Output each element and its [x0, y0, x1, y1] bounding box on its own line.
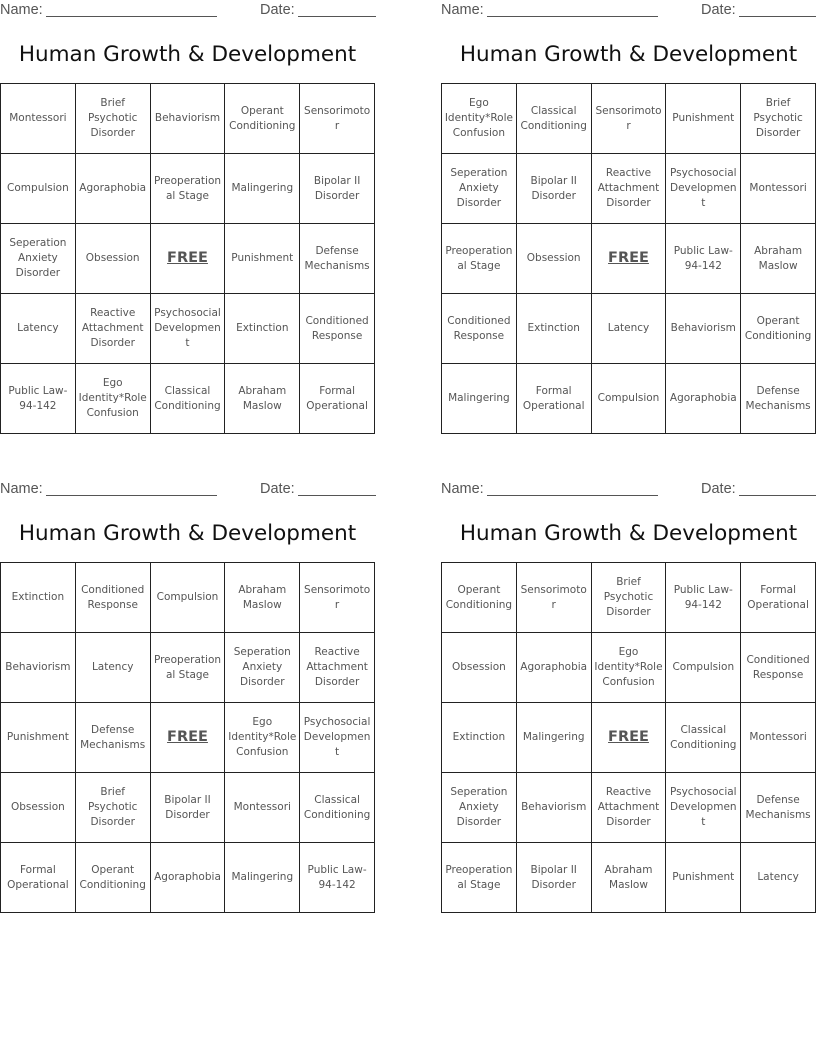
- bingo-cell: Seperation Anxiety Disorder: [225, 633, 300, 703]
- bingo-cell: Behaviorism: [151, 84, 226, 154]
- bingo-cell: Formal Operational: [1, 843, 76, 913]
- bingo-cell: Montessori: [741, 154, 816, 224]
- bingo-grid: [441, 83, 816, 434]
- bingo-cell: Compulsion: [592, 364, 667, 434]
- bingo-cell: Extinction: [517, 294, 592, 364]
- name-date-line: [441, 0, 816, 22]
- date-underline: [298, 495, 376, 496]
- bingo-cell: Classical Conditioning: [151, 364, 226, 434]
- bingo-cell: Malingering: [225, 154, 300, 224]
- bingo-cell: Conditioned Response: [442, 294, 517, 364]
- bingo-cell: Abraham Maslow: [225, 364, 300, 434]
- bingo-cell: Extinction: [225, 294, 300, 364]
- bingo-cell: Bipolar II Disorder: [517, 843, 592, 913]
- bingo-cell: Reactive Attachment Disorder: [592, 773, 667, 843]
- name-underline: [46, 495, 217, 496]
- card-title: Human Growth & Development: [18, 42, 357, 67]
- bingo-cell: Classical Conditioning: [300, 773, 375, 843]
- bingo-cell: Brief Psychotic Disorder: [741, 84, 816, 154]
- bingo-cell: Seperation Anxiety Disorder: [442, 154, 517, 224]
- bingo-cell: Abraham Maslow: [741, 224, 816, 294]
- bingo-cell: Ego Identity*Role Confusion: [592, 633, 667, 703]
- bingo-cell: Montessori: [225, 773, 300, 843]
- bingo-grid: [441, 562, 816, 913]
- bingo-card-1: [0, 0, 375, 434]
- bingo-cell: Defense Mechanisms: [300, 224, 375, 294]
- bingo-cell: Latency: [76, 633, 151, 703]
- bingo-cell: Sensorimotor: [300, 563, 375, 633]
- bingo-cell: Formal Operational: [741, 563, 816, 633]
- bingo-cell: Public Law-94-142: [300, 843, 375, 913]
- name-date-line: [0, 0, 376, 22]
- bingo-cell: Obsession: [1, 773, 76, 843]
- date-underline: [298, 16, 376, 17]
- bingo-cell: Defense Mechanisms: [741, 773, 816, 843]
- bingo-cell: Ego Identity*Role Confusion: [442, 84, 517, 154]
- bingo-cell: Classical Conditioning: [666, 703, 741, 773]
- free-space: FREE: [592, 224, 667, 294]
- bingo-card-4: [441, 479, 816, 913]
- date-label: Date:: [701, 2, 736, 18]
- bingo-cell: Public Law-94-142: [666, 563, 741, 633]
- bingo-cell: Montessori: [741, 703, 816, 773]
- bingo-cell: Obsession: [76, 224, 151, 294]
- name-label: Name:: [441, 481, 484, 497]
- bingo-cell: Obsession: [442, 633, 517, 703]
- bingo-cell: Reactive Attachment Disorder: [300, 633, 375, 703]
- bingo-cell: Montessori: [1, 84, 76, 154]
- name-label: Name:: [441, 2, 484, 18]
- bingo-cell: Operant Conditioning: [225, 84, 300, 154]
- bingo-cell: Punishment: [225, 224, 300, 294]
- bingo-cell: Behaviorism: [666, 294, 741, 364]
- bingo-cell: Bipolar II Disorder: [151, 773, 226, 843]
- bingo-cell: Agoraphobia: [517, 633, 592, 703]
- bingo-cell: Agoraphobia: [151, 843, 226, 913]
- bingo-cell: Extinction: [442, 703, 517, 773]
- date-underline: [739, 16, 816, 17]
- bingo-cell: Latency: [741, 843, 816, 913]
- card-title: Human Growth & Development: [459, 42, 798, 67]
- bingo-cell: Brief Psychotic Disorder: [76, 84, 151, 154]
- name-date-line: [441, 479, 816, 501]
- bingo-cell: Ego Identity*Role Confusion: [76, 364, 151, 434]
- bingo-cell: Operant Conditioning: [76, 843, 151, 913]
- bingo-cell: Reactive Attachment Disorder: [592, 154, 667, 224]
- bingo-cell: Latency: [1, 294, 76, 364]
- bingo-cell: Reactive Attachment Disorder: [76, 294, 151, 364]
- date-label: Date:: [701, 481, 736, 497]
- bingo-cell: Preoperational Stage: [151, 154, 226, 224]
- bingo-cell: Psychosocial Development: [666, 773, 741, 843]
- bingo-cell: Preoperational Stage: [151, 633, 226, 703]
- date-label: Date:: [260, 481, 295, 497]
- bingo-cell: Conditioned Response: [741, 633, 816, 703]
- free-space: FREE: [151, 224, 226, 294]
- free-space: FREE: [592, 703, 667, 773]
- bingo-cell: Behaviorism: [517, 773, 592, 843]
- bingo-cell: Bipolar II Disorder: [517, 154, 592, 224]
- bingo-grid: [0, 562, 375, 913]
- bingo-cell: Sensorimotor: [300, 84, 375, 154]
- bingo-cell: Bipolar II Disorder: [300, 154, 375, 224]
- bingo-card-3: [0, 479, 375, 913]
- bingo-cell: Psychosocial Development: [666, 154, 741, 224]
- bingo-cell: Malingering: [442, 364, 517, 434]
- bingo-cell: Psychosocial Development: [300, 703, 375, 773]
- name-underline: [46, 16, 217, 17]
- bingo-cell: Conditioned Response: [300, 294, 375, 364]
- date-underline: [739, 495, 816, 496]
- bingo-cell: Preoperational Stage: [442, 843, 517, 913]
- bingo-cell: Sensorimotor: [592, 84, 667, 154]
- name-label: Name:: [0, 481, 43, 497]
- card-title: Human Growth & Development: [18, 521, 357, 546]
- bingo-cell: Seperation Anxiety Disorder: [442, 773, 517, 843]
- bingo-cell: Operant Conditioning: [442, 563, 517, 633]
- bingo-cell: Extinction: [1, 563, 76, 633]
- bingo-cell: Classical Conditioning: [517, 84, 592, 154]
- bingo-cell: Formal Operational: [517, 364, 592, 434]
- bingo-cell: Obsession: [517, 224, 592, 294]
- bingo-cell: Psychosocial Development: [151, 294, 226, 364]
- name-date-line: [0, 479, 376, 501]
- bingo-cell: Behaviorism: [1, 633, 76, 703]
- name-underline: [487, 495, 658, 496]
- bingo-cell: Preoperational Stage: [442, 224, 517, 294]
- bingo-cell: Agoraphobia: [76, 154, 151, 224]
- bingo-cell: Compulsion: [666, 633, 741, 703]
- bingo-cell: Ego Identity*Role Confusion: [225, 703, 300, 773]
- card-title: Human Growth & Development: [459, 521, 798, 546]
- bingo-cell: Brief Psychotic Disorder: [592, 563, 667, 633]
- bingo-cell: Conditioned Response: [76, 563, 151, 633]
- bingo-grid: [0, 83, 375, 434]
- bingo-cell: Seperation Anxiety Disorder: [1, 224, 76, 294]
- date-label: Date:: [260, 2, 295, 18]
- bingo-cell: Latency: [592, 294, 667, 364]
- bingo-cell: Public Law-94-142: [1, 364, 76, 434]
- bingo-cell: Abraham Maslow: [592, 843, 667, 913]
- bingo-cell: Abraham Maslow: [225, 563, 300, 633]
- bingo-cell: Agoraphobia: [666, 364, 741, 434]
- bingo-cell: Public Law-94-142: [666, 224, 741, 294]
- name-label: Name:: [0, 2, 43, 18]
- bingo-cell: Sensorimotor: [517, 563, 592, 633]
- bingo-card-2: [441, 0, 816, 434]
- bingo-cell: Punishment: [666, 84, 741, 154]
- bingo-cell: Defense Mechanisms: [741, 364, 816, 434]
- bingo-cell: Compulsion: [151, 563, 226, 633]
- bingo-cell: Punishment: [666, 843, 741, 913]
- bingo-cell: Operant Conditioning: [741, 294, 816, 364]
- bingo-cell: Defense Mechanisms: [76, 703, 151, 773]
- bingo-cell: Compulsion: [1, 154, 76, 224]
- bingo-cell: Formal Operational: [300, 364, 375, 434]
- free-space: FREE: [151, 703, 226, 773]
- bingo-cell: Malingering: [517, 703, 592, 773]
- bingo-cell: Punishment: [1, 703, 76, 773]
- bingo-cell: Brief Psychotic Disorder: [76, 773, 151, 843]
- name-underline: [487, 16, 658, 17]
- bingo-cell: Malingering: [225, 843, 300, 913]
